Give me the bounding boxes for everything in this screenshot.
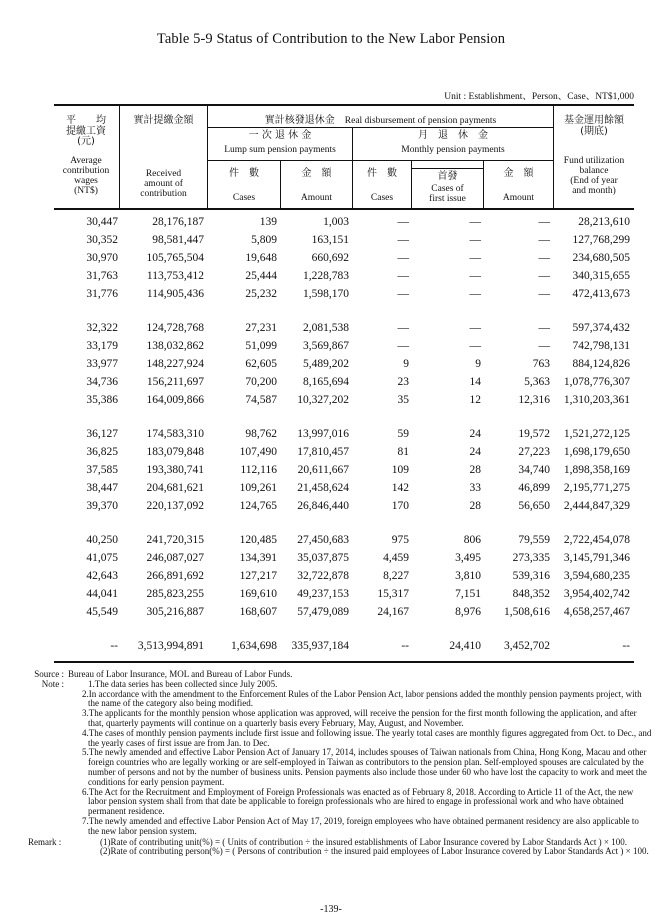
table-cell: 3,594,680,235 (563, 570, 630, 582)
table-cell: 3,513,994,891 (137, 640, 204, 652)
table-cell: — (538, 252, 550, 264)
header-lump-amount-cjk: 金 額 (301, 168, 332, 179)
table-cell: 28,213,610 (578, 216, 630, 228)
table-cell: 27,223 (518, 446, 550, 458)
table-cell: 109,261 (239, 482, 277, 494)
table-cell: 168,607 (239, 606, 277, 618)
table-cell: 5,489,202 (303, 358, 349, 370)
table-cell: — (397, 340, 409, 352)
table-cell: 79,559 (518, 534, 550, 546)
table-cell: 109 (391, 464, 409, 476)
table-cell: 14 (469, 376, 481, 388)
table-cell: 32,722,878 (297, 570, 349, 582)
header-lump-amount-en: Amount (300, 193, 333, 203)
table-cell: 41,075 (86, 552, 118, 564)
table-cell: 9 (403, 358, 409, 370)
note-label: Note : (41, 678, 64, 689)
table-cell: — (397, 234, 409, 246)
table-cell: 28 (469, 500, 481, 512)
header-monthly-cases-en: Cases (370, 193, 394, 203)
table-cell: 74,587 (245, 394, 277, 406)
table-cell: 174,583,310 (146, 428, 204, 440)
table-cell: 234,680,505 (572, 252, 630, 264)
remark-label: Remark : (28, 836, 62, 847)
table-cell: 273,335 (512, 552, 550, 564)
table-cell: 19,572 (518, 428, 550, 440)
table-cell: 1,698,179,650 (563, 446, 630, 458)
table-cell: 46,899 (518, 482, 550, 494)
note-item-5: 5.The newly amended and effective Labor Pension Act of January 17, 2014, includes spouses of Taiwan nationals from China, Hong Kong, Macau and other foreign countries who are legally working or are self-employed in Taiwan as contributors to the pension plan. Self-employed spouses are calculated by the number of persons and not by the number of business units. Pension payments also include those under 60 who have lost the capacity to work and meet the conditions for early pension payment. (82, 747, 647, 787)
table-cell: 138,032,862 (146, 340, 204, 352)
table-cell: 241,720,315 (146, 534, 204, 546)
table-cell: 70,200 (245, 376, 277, 388)
remark-item-2: (2)Rate of contributing person(%) = ( Persons of contribution ÷ the insured paid employees of Labor Insurance covered by Labor Standards Act ) × 100. (100, 846, 649, 857)
table-cell: 335,937,184 (291, 640, 349, 652)
note-item-1: 1.The data series has been collected since July 2005. (88, 678, 278, 689)
table-cell: 163,151 (311, 234, 349, 246)
table-cell: 285,823,255 (146, 588, 204, 600)
table-cell: 62,605 (245, 358, 277, 370)
table-cell: 59 (397, 428, 409, 440)
table-cell: 107,490 (239, 446, 277, 458)
table-cell: 124,728,768 (146, 322, 204, 334)
table-cell: 30,970 (86, 252, 118, 264)
notes-section (28, 669, 652, 857)
table-cell: 98,762 (245, 428, 277, 440)
table-cell: 4,459 (383, 552, 409, 564)
header-lump-en: Lump sum pension payments (224, 145, 336, 155)
header-disbursement: 實計核發退休金 Real disbursement of pension payments (264, 115, 497, 126)
table-cell: 884,124,826 (572, 358, 630, 370)
table-cell: 2,195,771,275 (563, 482, 630, 494)
table-cell: 742,798,131 (572, 340, 630, 352)
table-cell: 98,581,447 (152, 234, 204, 246)
table-cell: 28,176,187 (152, 216, 204, 228)
table-cell: 27,450,683 (297, 534, 349, 546)
header-first-issue-cjk: 首發 (437, 171, 458, 182)
table-cell: 20,611,667 (297, 464, 349, 476)
table-cell: 539,316 (512, 570, 550, 582)
table-cell: 33,179 (86, 340, 118, 352)
table-cell: 148,227,924 (146, 358, 204, 370)
table-cell: 3,452,702 (504, 640, 550, 652)
table-cell: 40,250 (86, 534, 118, 546)
table-cell: 169,610 (239, 588, 277, 600)
table-cell: 15,317 (377, 588, 409, 600)
table-cell: 31,776 (86, 288, 118, 300)
header-rule-2 (207, 160, 553, 161)
table-cell: 134,391 (239, 552, 277, 564)
table-cell: 660,692 (311, 252, 349, 264)
table-cell: 246,087,027 (146, 552, 204, 564)
header-lump-cases-cjk: 件 數 (229, 168, 259, 179)
table-cell: 9 (475, 358, 481, 370)
table-cell: 3,495 (455, 552, 481, 564)
table-cell: 56,650 (518, 500, 550, 512)
table-cell: 36,127 (86, 428, 118, 440)
header-lump-cjk: 一 次 退 休 金 (248, 130, 312, 141)
table-cell: 35 (397, 394, 409, 406)
table-cell: 3,954,402,742 (563, 588, 630, 600)
page-number: -139- (320, 904, 342, 915)
note-item-4: 4.The cases of monthly pension payments include first issue and following issue. The yearly total cases are monthly figures aggregated from Oct. to Dec., and the yearly cases of first issue are from Jan. to Dec. (82, 727, 652, 748)
table-title: Table 5-9 Status of Contribution to the New Labor Pension (156, 31, 506, 47)
note-item-7: 7.The newly amended and effective Labor Pension Act of May 17, 2019, foreign employees who have obtained permanent residency are also applicable to the new labor pension system. (82, 815, 639, 836)
header-monthly-en: Monthly pension payments (401, 145, 505, 155)
table-cell: 12 (469, 394, 481, 406)
note-item-6: 6.The Act for the Recruitment and Employment of Foreign Professionals was enacted as of February 8, 2018. According to Article 11 of the Act, the new labor pension system shall from that date be applicable to foreign professionals who are hired to engage in professional work and who have obtained permanent residence. (82, 786, 634, 817)
table-cell: 472,413,673 (572, 288, 630, 300)
table-cell: 8,976 (455, 606, 481, 618)
table-cell: 27,231 (245, 322, 277, 334)
table-cell: 3,145,791,346 (563, 552, 630, 564)
table-cell: 23 (397, 376, 409, 388)
table-cell: 193,380,741 (146, 464, 204, 476)
header-monthly-cases-cjk: 件 數 (367, 168, 397, 179)
table-cell: 25,232 (245, 288, 277, 300)
table-cell: 5,363 (524, 376, 550, 388)
table-cell: 127,217 (239, 570, 277, 582)
table-cell: 5,809 (251, 234, 277, 246)
table-cell: 51,099 (245, 340, 277, 352)
table-cell: 763 (532, 358, 550, 370)
header-lump-cases-en: Cases (232, 193, 256, 203)
table-cell: — (469, 270, 481, 282)
table-cell: 44,041 (86, 588, 118, 600)
table-cell: 2,444,847,329 (563, 500, 630, 512)
table-cell: 30,447 (86, 216, 118, 228)
table-cell: 164,009,866 (146, 394, 204, 406)
table-cell: 57,479,089 (297, 606, 349, 618)
table-cell: 19,648 (245, 252, 277, 264)
table-cell: 24,167 (377, 606, 409, 618)
table-cell: — (538, 270, 550, 282)
table-cell: 34,740 (518, 464, 550, 476)
table-cell: 127,768,299 (572, 234, 630, 246)
table-cell: 1,078,776,307 (563, 376, 630, 388)
table-cell: 170 (391, 500, 409, 512)
table-cell: 8,165,694 (303, 376, 349, 388)
table-cell: 25,444 (245, 270, 277, 282)
table-cell: 204,681,621 (146, 482, 204, 494)
table-cell: — (538, 234, 550, 246)
table-cell: 13,997,016 (297, 428, 349, 440)
table-cell: 8,227 (383, 570, 409, 582)
table-cell: -- (110, 640, 118, 652)
table-cell: 142 (391, 482, 409, 494)
table-cell: 105,765,504 (146, 252, 204, 264)
source-label: Source : (34, 669, 64, 679)
table-cell: 340,315,655 (572, 270, 630, 282)
header-monthly-amount-cjk: 金 額 (503, 168, 534, 179)
table-cell: 113,753,412 (146, 270, 204, 282)
note-item-2: 2.In accordance with the amendment to the Enforcement Rules of the Labor Pension Act, labor pensions added the monthly pension payments project, with the name of the category also being modified. (82, 688, 642, 709)
table-cell: 24,410 (449, 640, 481, 652)
table-cell: -- (622, 640, 630, 652)
table-cell: 24 (469, 428, 481, 440)
table-cell: 1,003 (323, 216, 349, 228)
table-cell: 45,549 (86, 606, 118, 618)
table-bottom-rule (54, 661, 634, 663)
table-cell: 35,037,875 (297, 552, 349, 564)
first-issue-box-top (411, 168, 483, 169)
table-cell: 1,521,272,125 (563, 428, 630, 440)
header-fund-cjk: 基金運用餘額 (期底) (564, 115, 624, 137)
table-cell: 1,634,698 (231, 640, 277, 652)
table-cell: 3,810 (455, 570, 481, 582)
table-cell: 12,316 (518, 394, 550, 406)
table-cell: — (469, 288, 481, 300)
table-cell: 7,151 (455, 588, 481, 600)
table-cell: 34,736 (86, 376, 118, 388)
table-cell: 32,322 (86, 322, 118, 334)
source-text: Bureau of Labor Insurance, MOL and Bureau of Labor Funds. (68, 669, 293, 679)
table-cell: 124,765 (239, 500, 277, 512)
header-monthly-amount-en: Amount (502, 193, 535, 203)
table-cell: 10,327,202 (297, 394, 349, 406)
table-cell: 597,374,432 (572, 322, 630, 334)
header-bottom-rule (54, 208, 634, 210)
table-cell: 1,898,358,169 (563, 464, 630, 476)
table-cell: -- (401, 640, 409, 652)
table-cell: — (538, 288, 550, 300)
table-cell: 1,598,170 (303, 288, 349, 300)
table-cell: 1,310,203,361 (563, 394, 630, 406)
table-cell: — (538, 322, 550, 334)
table-top-rule (54, 104, 634, 106)
table-cell: 21,458,624 (297, 482, 349, 494)
table-cell: 220,137,092 (146, 500, 204, 512)
table-cell: 3,569,867 (303, 340, 349, 352)
remark-item-1: (1)Rate of contributing unit(%) = ( Units of contribution ÷ the insured establishments of Labor Insurance covered by Labor Standards Act ) × 100. (100, 836, 627, 847)
table-cell: 120,485 (239, 534, 277, 546)
table-cell: 2,722,454,078 (563, 534, 630, 546)
table-cell: 33,977 (86, 358, 118, 370)
table-cell: 24 (469, 446, 481, 458)
table-cell: 31,763 (86, 270, 118, 282)
table-cell: 806 (463, 534, 481, 546)
table-cell: — (469, 216, 481, 228)
table-cell: 42,643 (86, 570, 118, 582)
table-cell: 33 (469, 482, 481, 494)
table-cell: — (397, 270, 409, 282)
table-cell: — (538, 340, 550, 352)
header-received-cjk: 實計提繳金額 (133, 115, 194, 126)
table-cell: 183,079,848 (146, 446, 204, 458)
table-cell: 38,447 (86, 482, 118, 494)
note-item-3: 3.The applicants for the monthly pension whose application was approved, will receive the pension for the first month following the application, and after that, quarterly payments will continue on a quarterly basis every February, May, August, and November. (82, 708, 637, 728)
table-cell: — (538, 216, 550, 228)
table-cell: 114,905,436 (146, 288, 204, 300)
header-avg-wage-cjk: 平 均 提繳工資 (元) (66, 115, 106, 147)
header-first-issue-en: Cases of first issue (429, 184, 466, 204)
header-received-en: Received amount of contribution (140, 169, 187, 199)
table-cell: 17,810,457 (297, 446, 349, 458)
table-cell: 81 (397, 446, 409, 458)
table-cell: 35,386 (86, 394, 118, 406)
table-cell: 848,352 (512, 588, 550, 600)
table-cell: 2,081,538 (303, 322, 349, 334)
unit-label: Unit : Establishment、Person、Case、NT$1,000 (444, 92, 634, 102)
table-cell: 4,658,257,467 (563, 606, 630, 618)
table-cell: 305,216,887 (146, 606, 204, 618)
table-cell: 39,370 (86, 500, 118, 512)
table-cell: 975 (391, 534, 409, 546)
table-cell: — (397, 252, 409, 264)
table-cell: 28 (469, 464, 481, 476)
table-cell: 1,228,783 (303, 270, 349, 282)
table-cell: — (469, 234, 481, 246)
table-cell: 112,116 (240, 464, 277, 476)
table-cell: 37,585 (86, 464, 118, 476)
table-cell: — (469, 340, 481, 352)
table-cell: — (397, 288, 409, 300)
table-cell: — (469, 252, 481, 264)
table-cell: — (469, 322, 481, 334)
table-cell: 139 (259, 216, 277, 228)
header-fund-en: Fund utilization balance (End of year and month) (563, 156, 625, 196)
table-cell: — (397, 322, 409, 334)
table-cell: 26,846,440 (297, 500, 349, 512)
table-cell: 30,352 (86, 234, 118, 246)
header-monthly-cjk: 月 退 休 金 (418, 130, 488, 141)
table-cell: 156,211,697 (146, 376, 204, 388)
table-cell: 36,825 (86, 446, 118, 458)
header-avg-wage-en: Average contribution wages (NT$) (62, 156, 110, 196)
table-cell: 49,237,153 (297, 588, 349, 600)
table-cell: — (397, 216, 409, 228)
table-cell: 1,508,616 (504, 606, 550, 618)
table-cell: 266,891,692 (146, 570, 204, 582)
